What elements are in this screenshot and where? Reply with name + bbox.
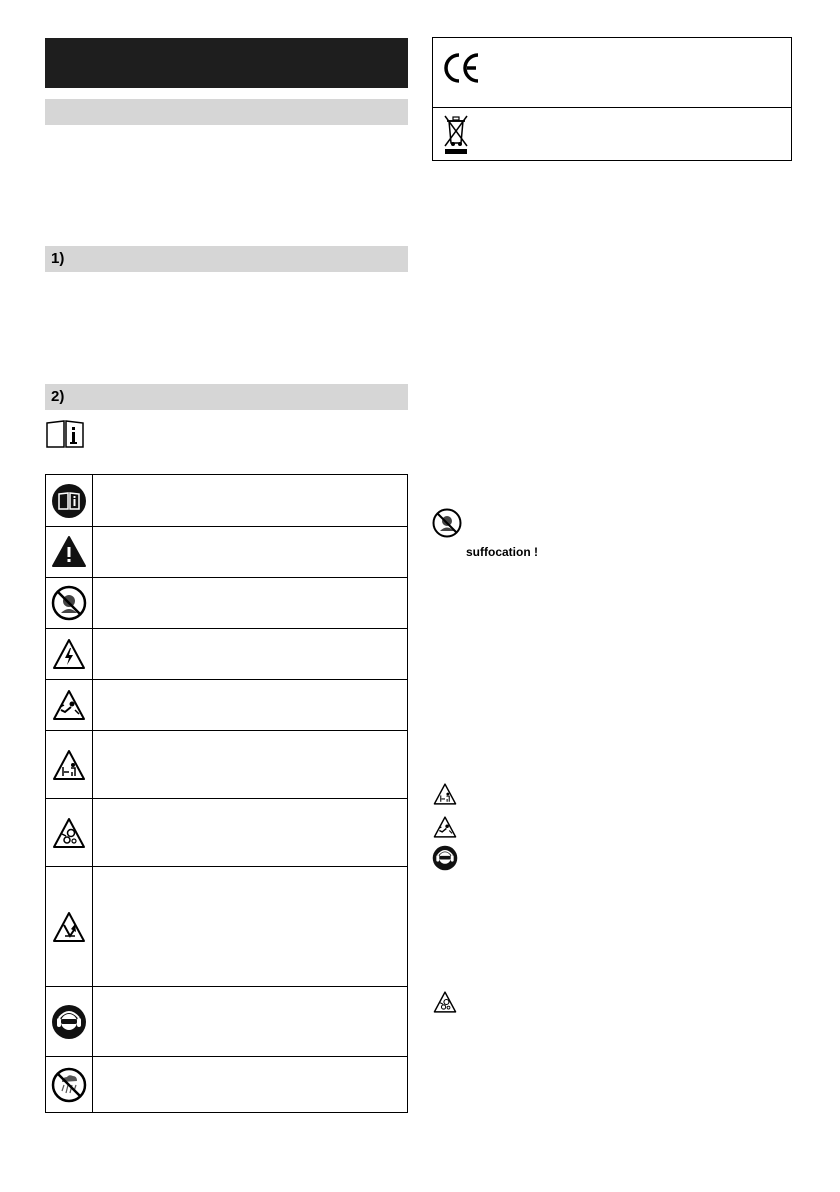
symbol-text [93, 731, 407, 798]
weee-bin-icon [443, 113, 469, 155]
cutting-hazard-icon [51, 910, 87, 944]
symbol-text [93, 987, 407, 1056]
section-2-label: 2) [51, 388, 65, 405]
no-child-face-icon [51, 585, 87, 621]
no-child-face-icon [432, 508, 462, 538]
ce-mark-icon [443, 52, 481, 84]
ear-eye-protection-icon [432, 845, 458, 871]
symbol-text [93, 867, 407, 986]
read-manual-icon [51, 483, 87, 519]
electric-hazard-icon [51, 637, 87, 671]
symbol-row [46, 986, 407, 1056]
symbol-text [93, 527, 407, 577]
symbol-row [46, 475, 407, 526]
rotating-parts-icon [432, 990, 458, 1014]
section-bar-2 [45, 384, 408, 410]
symbol-text [93, 680, 407, 730]
symbol-row [46, 798, 407, 866]
projectile-hazard-icon [51, 688, 87, 722]
symbol-text [93, 799, 407, 866]
section-bar-intro [45, 99, 408, 125]
rotating-parts-icon [51, 816, 87, 850]
symbol-row [46, 866, 407, 986]
keep-distance-icon [51, 748, 87, 782]
section-bar-1 [45, 246, 408, 272]
info-book-icon [45, 419, 85, 449]
symbol-row [46, 679, 407, 730]
symbol-text [93, 629, 407, 679]
symbol-row [46, 1056, 407, 1112]
suffocation-text: suffocation ! [466, 545, 538, 559]
keep-distance-icon [432, 782, 458, 806]
symbol-row [46, 577, 407, 628]
symbol-table [45, 474, 408, 1113]
no-rain-icon [51, 1067, 87, 1103]
warning-icon [51, 535, 87, 569]
section-1-label: 1) [51, 250, 65, 267]
symbol-text [93, 578, 407, 628]
certification-box [432, 37, 792, 161]
cert-divider [433, 107, 791, 108]
symbol-row [46, 730, 407, 798]
symbol-row [46, 628, 407, 679]
symbol-row [46, 526, 407, 577]
symbol-text [93, 475, 407, 526]
projectile-hazard-icon [432, 815, 458, 839]
header-bar [45, 38, 408, 88]
symbol-text [93, 1057, 407, 1112]
ear-eye-protection-icon [51, 1004, 87, 1040]
